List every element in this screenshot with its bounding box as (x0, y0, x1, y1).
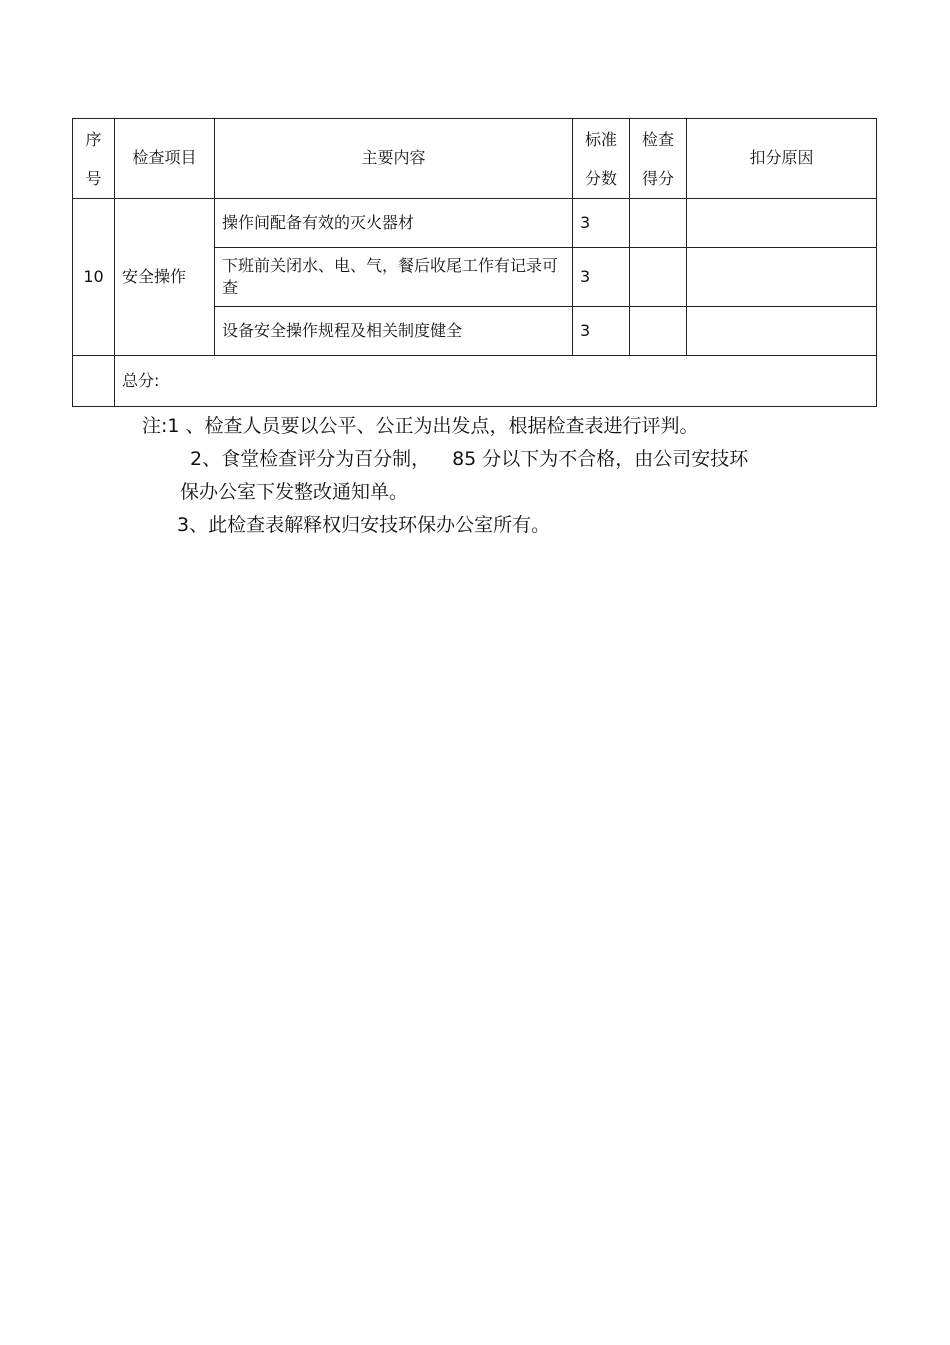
row-score[interactable] (630, 199, 687, 248)
header-item: 检查项目 (115, 119, 215, 199)
note-line-1: 注:1 、检查人员要以公平、公正为出发点，根据检查表进行评判。 (142, 415, 699, 437)
row-reason[interactable] (687, 199, 877, 248)
header-seq-bottom: 号 (85, 168, 102, 188)
note-line-2 (0, 443, 950, 476)
row-standard: 3 (573, 199, 630, 248)
header-content: 主要内容 (215, 119, 573, 199)
header-seq-top: 序 (85, 129, 102, 149)
header-score-top: 检查 (641, 129, 674, 149)
row-standard: 3 (573, 248, 630, 307)
row-standard: 3 (573, 307, 630, 356)
note-line-2-continued: 保办公室下发整改通知单。 (180, 481, 409, 503)
note-line-3: 3、此检查表解释权归安技环保办公室所有。 (177, 514, 551, 536)
row-content: 下班前关闭水、电、气，餐后收尾工作有记录可查 (215, 248, 573, 307)
row-reason[interactable] (687, 248, 877, 307)
row-content: 操作间配备有效的灭火器材 (215, 199, 573, 248)
header-score (630, 119, 687, 199)
total-row (73, 356, 877, 407)
header-standard (573, 119, 630, 199)
note-line-2-part-b: 85 分以下为不合格，由公司安技环 (452, 448, 749, 470)
row-reason[interactable] (687, 307, 877, 356)
header-reason: 扣分原因 (687, 119, 877, 199)
header-score-bottom: 得分 (641, 168, 674, 188)
note-line-2-part-a: 2、食堂检查评分为百分制， (190, 448, 431, 470)
table-header-row (73, 119, 877, 199)
row-score[interactable] (630, 307, 687, 356)
total-label: 总分: (115, 356, 877, 407)
notes (0, 410, 950, 542)
inspection-table (72, 118, 877, 407)
row-content: 设备安全操作规程及相关制度健全 (215, 307, 573, 356)
total-seq-cell (73, 356, 115, 407)
header-standard-bottom: 分数 (584, 168, 617, 188)
group-item: 安全操作 (115, 199, 215, 356)
header-seq (73, 119, 115, 199)
row-score[interactable] (630, 248, 687, 307)
header-standard-top: 标准 (584, 129, 617, 149)
group-seq: 10 (73, 199, 115, 356)
table-row (73, 199, 877, 248)
